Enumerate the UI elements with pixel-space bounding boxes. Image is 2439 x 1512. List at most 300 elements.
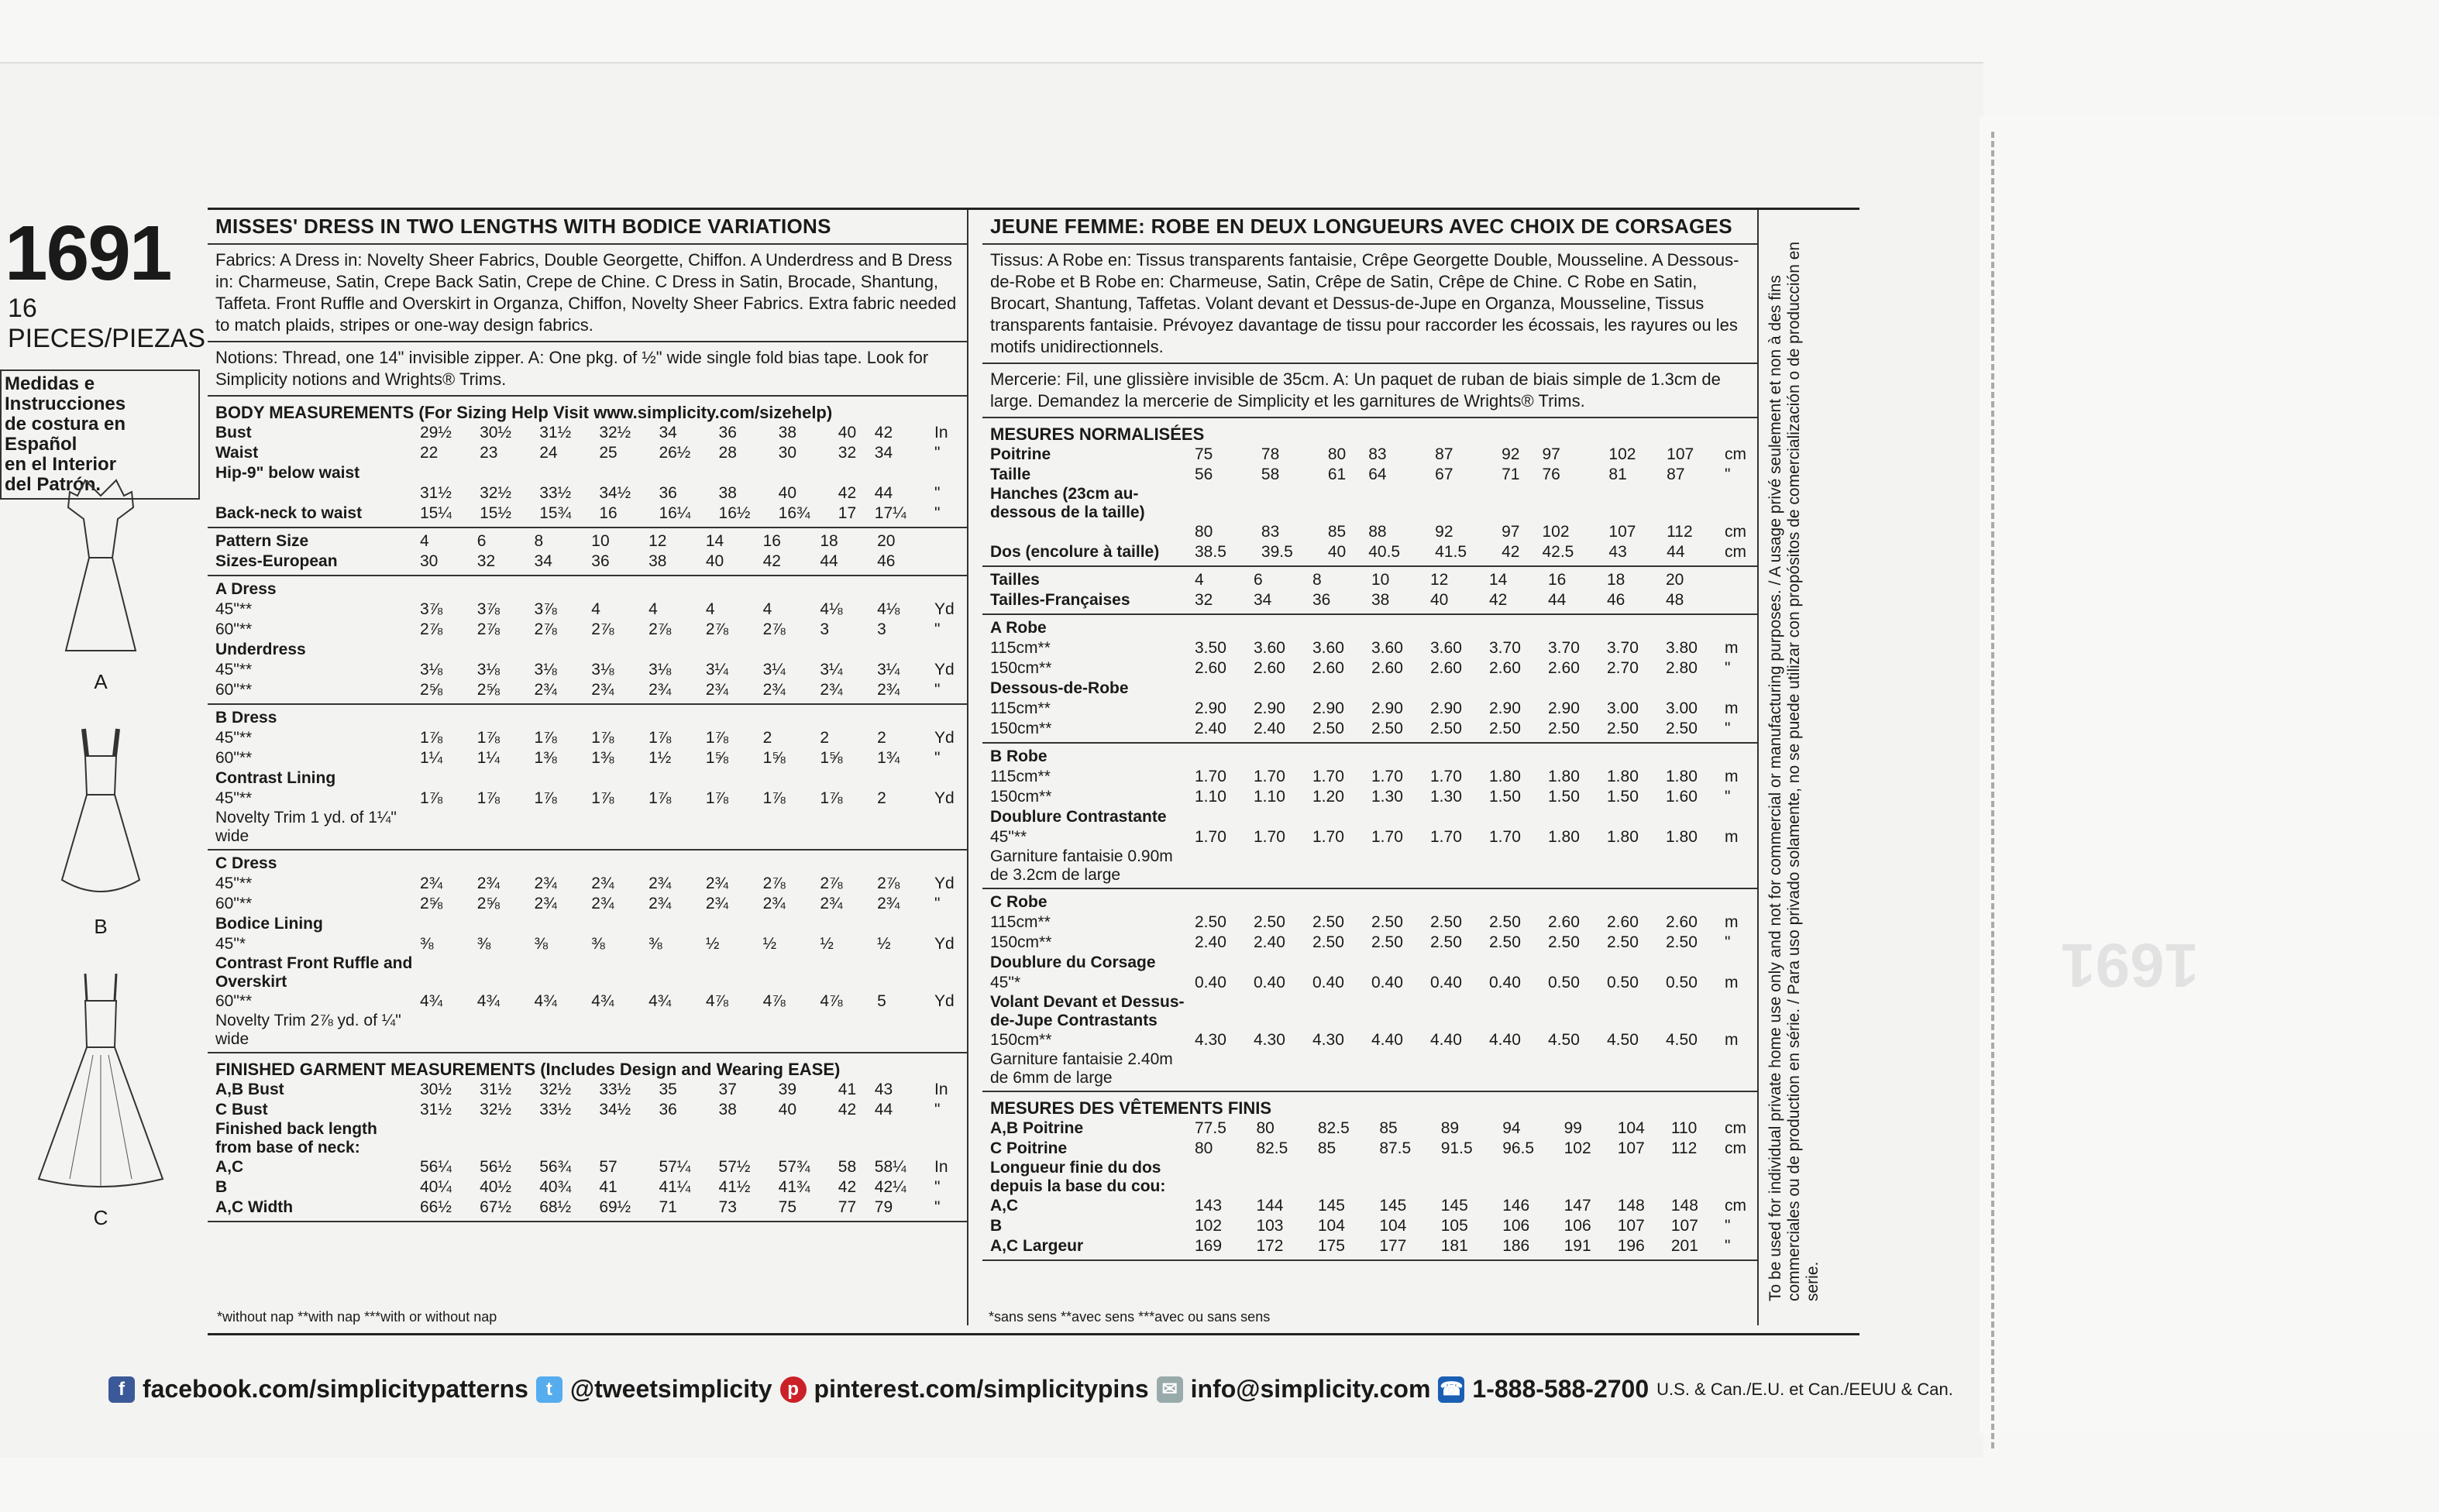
unit-cell: "	[934, 749, 941, 767]
table-cell: 2¾	[591, 895, 614, 912]
row-label: A Robe	[990, 619, 1047, 637]
table-cell	[1429, 847, 1488, 885]
unit-cell: m	[1725, 699, 1739, 717]
table-cell: 2.50	[1430, 913, 1462, 931]
table-cell	[478, 1120, 538, 1157]
table-cell: 2⅞	[705, 620, 729, 638]
view-label-c: C	[93, 1206, 108, 1229]
unit-cell	[933, 708, 967, 728]
row-label: Tailles	[990, 571, 1040, 589]
table-cell: 8	[1312, 571, 1322, 589]
table-cell: 41¾	[778, 1178, 810, 1196]
table-cell	[533, 854, 590, 874]
unit-cell: cm	[1725, 445, 1746, 463]
table-cell	[647, 954, 704, 991]
unit-cell	[933, 914, 967, 934]
table-cell	[1433, 485, 1500, 522]
table-cell: 2.90	[1254, 699, 1285, 717]
table-cell: 1.70	[1371, 828, 1403, 846]
table-cell: 79	[874, 1198, 893, 1216]
table-row	[982, 973, 1757, 993]
table-cell: 2.50	[1666, 933, 1698, 951]
table-cell	[590, 954, 647, 991]
table-cell: 1⅞	[705, 789, 729, 807]
table-cell: 0.50	[1666, 974, 1698, 991]
table-cell: 71	[1502, 466, 1520, 483]
table-cell: 40	[1327, 543, 1347, 561]
table-cell: 1.30	[1371, 788, 1403, 806]
table-cell	[476, 708, 533, 728]
table-cell	[818, 708, 875, 728]
table-cell: 87.5	[1379, 1139, 1412, 1157]
table-row	[208, 991, 967, 1012]
table-cell: 2.60	[1666, 913, 1698, 931]
table-cell: 42	[1502, 543, 1520, 561]
table-cell: 1.70	[1489, 828, 1521, 846]
unit-cell: Yd	[934, 661, 955, 679]
table-cell: 31½	[480, 1081, 511, 1098]
dress-a-sketch	[23, 472, 178, 658]
table-cell	[1488, 892, 1546, 912]
english-body-title: BODY MEASUREMENTS (For Sizing Help Visit www.simplicity.com/sizehelp)	[215, 403, 833, 422]
table-cell: 34½	[599, 484, 631, 502]
facebook-link[interactable]: facebook.com/simplicitypatterns	[143, 1375, 528, 1403]
table-cell: 2.60	[1254, 659, 1285, 677]
table-cell	[1664, 953, 1723, 973]
table-cell	[1664, 807, 1723, 827]
unit-cell	[1723, 1159, 1757, 1196]
table-cell: 2.50	[1607, 933, 1639, 951]
table-cell: 2.50	[1666, 720, 1698, 737]
table-cell	[1311, 618, 1370, 638]
view-label-a: A	[94, 670, 108, 693]
unit-cell: "	[1725, 933, 1731, 951]
table-cell: 2.50	[1371, 913, 1403, 931]
yardage-table	[208, 854, 967, 1049]
table-cell: 102	[1608, 445, 1636, 463]
table-cell: 1.70	[1254, 828, 1285, 846]
table-row	[208, 708, 967, 728]
french-column	[982, 210, 1759, 1325]
table-cell	[1546, 679, 1605, 699]
table-cell: 89	[1440, 1119, 1460, 1137]
unit-cell	[933, 463, 967, 483]
table-cell: 104	[1379, 1217, 1407, 1235]
table-cell	[1546, 618, 1605, 638]
table-row	[208, 1080, 967, 1100]
table-cell	[590, 914, 647, 934]
left-sidebar	[0, 209, 206, 500]
table-cell: ⅜	[420, 935, 434, 953]
table-cell	[1605, 618, 1664, 638]
table-cell	[1193, 485, 1260, 522]
table-cell: 1¼	[476, 749, 500, 767]
table-cell: 38	[1371, 591, 1390, 609]
table-cell: 1.80	[1607, 768, 1639, 785]
english-yardage	[208, 576, 967, 1053]
table-cell: 15½	[480, 504, 511, 522]
table-cell	[1311, 993, 1370, 1030]
row-label: 115cm**	[990, 913, 1051, 931]
table-cell: 56½	[480, 1158, 511, 1176]
table-cell: 3.70	[1548, 639, 1580, 657]
table-cell: 40½	[480, 1178, 511, 1196]
table-row	[208, 620, 967, 640]
table-cell: 36	[591, 552, 610, 570]
table-cell: 2¾	[762, 681, 786, 699]
table-cell: 57¼	[659, 1158, 691, 1176]
table-cell: 4	[705, 600, 715, 618]
table-cell	[590, 768, 647, 789]
table-cell: 2¾	[534, 875, 557, 892]
table-cell: 191	[1564, 1237, 1591, 1255]
table-cell: 2⅞	[762, 875, 786, 892]
pinterest-link[interactable]: pinterest.com/simplicitypins	[814, 1375, 1149, 1403]
table-cell: 102	[1542, 523, 1570, 541]
table-cell	[418, 768, 476, 789]
table-cell: 4⅛	[820, 600, 843, 618]
table-cell	[1605, 993, 1664, 1030]
table-row	[982, 807, 1757, 827]
row-label: 150cm**	[990, 720, 1052, 737]
email-link[interactable]: info@simplicity.com	[1190, 1375, 1431, 1403]
unit-cell: In	[934, 1158, 948, 1176]
table-cell	[704, 708, 762, 728]
table-row	[208, 914, 967, 934]
row-label: Longueur finie du dos depuis la base du cou:	[990, 1159, 1166, 1195]
table-cell	[1670, 1159, 1723, 1196]
table-cell: 44	[874, 484, 893, 502]
unit-cell	[1723, 892, 1757, 912]
row-label: 60"**	[215, 681, 253, 699]
table-cell: 18	[820, 532, 838, 550]
row-label: A Dress	[215, 580, 277, 598]
table-row	[982, 522, 1757, 542]
table-cell	[1488, 993, 1546, 1030]
table-cell: 2.40	[1195, 720, 1226, 737]
unit-cell	[933, 552, 967, 572]
table-cell: 1.70	[1312, 828, 1344, 846]
unit-cell: Yd	[934, 729, 955, 747]
table-cell	[1252, 618, 1311, 638]
table-cell: 2.90	[1548, 699, 1580, 717]
table-cell: 1⅞	[648, 789, 672, 807]
table-cell: 58	[838, 1158, 857, 1176]
table-cell: 42¼	[874, 1178, 906, 1196]
french-body-measurements	[982, 418, 1757, 567]
row-label: Bust	[215, 424, 252, 442]
table-cell: 38	[648, 552, 667, 570]
row-label: Tailles-Françaises	[990, 591, 1130, 609]
table-row	[208, 1198, 967, 1218]
table-cell: 181	[1440, 1237, 1468, 1255]
table-cell: 1⅞	[705, 729, 729, 747]
table-cell: 38	[718, 484, 737, 502]
unit-cell	[933, 768, 967, 789]
table-cell	[538, 463, 597, 483]
table-cell: 4⅞	[762, 992, 786, 1010]
table-cell: 2.50	[1548, 720, 1580, 737]
unit-cell: m	[1725, 974, 1739, 991]
unit-cell: Yd	[934, 992, 955, 1010]
unit-cell: cm	[1725, 1119, 1746, 1137]
table-cell: 76	[1542, 466, 1560, 483]
table-cell: 40¾	[539, 1178, 572, 1196]
row-label: B Dress	[215, 709, 277, 727]
table-cell: 147	[1564, 1197, 1591, 1215]
row-label: Dos (encolure à taille)	[990, 543, 1160, 561]
unit-cell	[933, 579, 967, 600]
unit-cell	[933, 809, 967, 846]
table-cell	[1664, 892, 1723, 912]
table-cell: 41	[599, 1178, 617, 1196]
table-cell: 10	[1371, 571, 1390, 589]
table-cell	[762, 1012, 819, 1049]
table-row	[982, 542, 1757, 562]
table-cell: 82.5	[1256, 1139, 1288, 1157]
table-cell: 102	[1195, 1217, 1223, 1235]
table-cell	[704, 768, 762, 789]
pattern-number: 1691	[5, 210, 171, 297]
table-cell: 4.30	[1195, 1031, 1226, 1049]
french-size-table	[982, 570, 1757, 610]
table-cell: 1⅞	[534, 789, 557, 807]
table-cell	[1664, 993, 1723, 1030]
table-cell	[1605, 953, 1664, 973]
spanish-note-line: del Patrón.	[5, 474, 101, 495]
unit-cell: cm	[1725, 1139, 1746, 1157]
phone-number[interactable]: 1-888-588-2700	[1472, 1375, 1650, 1403]
table-cell	[647, 640, 704, 660]
table-cell: 1.80	[1489, 768, 1521, 785]
table-cell	[1252, 1050, 1311, 1088]
table-cell: 30½	[420, 1081, 452, 1098]
table-cell: 87	[1435, 445, 1453, 463]
table-row	[208, 531, 967, 552]
table-cell: 42	[838, 1178, 857, 1196]
table-cell: 2⅝	[420, 681, 443, 699]
table-cell: 2.50	[1371, 720, 1403, 737]
table-cell: ⅜	[476, 935, 491, 953]
unit-cell: "	[934, 484, 941, 502]
unit-cell	[933, 640, 967, 660]
table-cell: 4¾	[648, 992, 672, 1010]
row-label: 45"**	[215, 729, 253, 747]
table-cell: 1⅞	[591, 729, 614, 747]
table-cell	[418, 914, 476, 934]
table-cell: 0.40	[1254, 974, 1285, 991]
table-cell: 20	[1666, 571, 1684, 589]
table-cell	[533, 809, 590, 846]
table-cell: 2.50	[1548, 933, 1580, 951]
english-size-table	[208, 531, 967, 572]
table-cell: 1.50	[1607, 788, 1639, 806]
french-tissus: Tissus: A Robe en: Tissus transparents fantaisie, Crêpe Georgette Double, Mousseline. A Dessous-de-Robe et B Robe en: Charmeuse, Satin, Crêpe de Satin, Crêpe de Chine. C Robe en Satin, Brocart, Shantung, Taffetas. Volant devant et Dessus-de-Jupe en Organza, Mousseline, Tissus transparents fantaisie. Prévoyez davantage de tissu pour raccorder les écossais, les rayures ou les motifs unidirectionnels.	[982, 245, 1757, 364]
table-cell: 44	[820, 552, 838, 570]
row-label: A,B Poitrine	[990, 1119, 1084, 1137]
table-cell: 80	[1327, 445, 1347, 463]
table-cell: 41	[838, 1081, 857, 1098]
unit-cell: "	[934, 1101, 941, 1119]
table-cell	[590, 854, 647, 874]
row-label: 115cm**	[990, 639, 1051, 657]
row-label: Garniture fantaisie 2.40m de 6mm de large	[990, 1050, 1173, 1087]
table-cell	[597, 1120, 657, 1157]
row-label: Dessous-de-Robe	[990, 679, 1129, 697]
twitter-link[interactable]: @tweetsimplicity	[569, 1375, 772, 1403]
table-cell: 1⅞	[476, 789, 500, 807]
phone-icon: ☎	[1438, 1376, 1464, 1403]
table-cell: 105	[1440, 1217, 1468, 1235]
table-cell: 38.5	[1195, 543, 1226, 561]
table-cell	[873, 1120, 933, 1157]
row-label: B	[215, 1178, 228, 1196]
table-cell	[762, 954, 819, 991]
table-cell: 87	[1667, 466, 1685, 483]
table-cell: 2¾	[762, 895, 786, 912]
table-cell	[704, 954, 762, 991]
table-cell	[1252, 993, 1311, 1030]
table-cell: 0.50	[1548, 974, 1580, 991]
table-cell: 67½	[480, 1198, 511, 1216]
table-cell: 104	[1317, 1217, 1345, 1235]
table-cell: ⅜	[534, 935, 549, 953]
table-cell	[1370, 618, 1429, 638]
table-cell	[597, 463, 657, 483]
row-label: A,B Bust	[215, 1081, 284, 1098]
table-cell	[1311, 847, 1370, 885]
table-cell	[1193, 1050, 1252, 1088]
table-cell: 2¾	[648, 875, 672, 892]
table-cell: 26½	[659, 444, 691, 462]
row-label: Bodice Lining	[215, 915, 323, 933]
table-cell: 73	[718, 1198, 737, 1216]
table-cell	[533, 1012, 590, 1049]
table-cell	[875, 640, 933, 660]
legal-text: To be used for individual private home use only and not for commercial or manufacturing purposes. / A usage privé seulement et non à des fins commerciales ou de production en série. / Para uso privado solamente, no se puede utilizar con propósitos de comercialización o de producción en serie.	[1766, 241, 1822, 1301]
table-cell: 2.60	[1548, 659, 1580, 677]
table-cell: 56¼	[420, 1158, 452, 1176]
table-cell: 1⅞	[591, 789, 614, 807]
table-cell: 16¾	[778, 504, 810, 522]
table-cell	[704, 1012, 762, 1049]
row-label: A,C	[990, 1197, 1019, 1215]
table-row	[208, 1100, 967, 1120]
table-cell: 12	[1430, 571, 1449, 589]
table-cell: 1.10	[1195, 788, 1226, 806]
table-cell	[1370, 807, 1429, 827]
table-cell: 4.50	[1666, 1031, 1698, 1049]
table-cell	[818, 768, 875, 789]
table-cell: 2¾	[591, 681, 614, 699]
table-cell	[418, 1012, 476, 1049]
table-row	[208, 443, 967, 463]
table-cell	[418, 579, 476, 600]
table-cell: 1¾	[877, 749, 900, 767]
table-cell	[1252, 847, 1311, 885]
table-cell: 196	[1617, 1237, 1645, 1255]
table-cell	[1429, 747, 1488, 767]
table-cell: 4¾	[591, 992, 614, 1010]
row-label: Poitrine	[990, 445, 1051, 463]
table-cell: 3	[820, 620, 830, 638]
unit-cell: m	[1725, 828, 1739, 846]
table-cell: 14	[1489, 571, 1508, 589]
unit-cell	[933, 531, 967, 552]
table-cell: 3¼	[762, 661, 786, 679]
table-cell: 2¾	[705, 875, 729, 892]
unit-cell: cm	[1725, 1197, 1746, 1215]
table-cell: 58	[1261, 466, 1280, 483]
table-cell: 1.80	[1607, 828, 1639, 846]
table-row	[208, 728, 967, 748]
table-cell	[590, 640, 647, 660]
table-cell	[1254, 1159, 1316, 1196]
table-cell: 2¾	[476, 875, 500, 892]
table-cell: 2.60	[1548, 913, 1580, 931]
table-cell	[533, 768, 590, 789]
table-cell: 2¾	[420, 875, 443, 892]
unit-cell: "	[934, 620, 941, 638]
unit-cell: Yd	[934, 600, 955, 618]
unit-cell	[1723, 747, 1757, 767]
table-row	[208, 894, 967, 914]
table-cell	[533, 708, 590, 728]
table-cell: 4.50	[1548, 1031, 1580, 1049]
row-label: Novelty Trim 2⅞ yd. of ¼" wide	[215, 1012, 401, 1048]
table-cell	[590, 1012, 647, 1049]
table-cell	[1316, 1159, 1378, 1196]
table-cell: 97	[1502, 523, 1520, 541]
table-cell: 3.60	[1312, 639, 1344, 657]
table-cell: 40	[838, 424, 857, 442]
table-cell: 75	[1195, 445, 1213, 463]
table-cell: 4	[591, 600, 600, 618]
english-fabrics: Fabrics: A Dress in: Novelty Sheer Fabrics, Double Georgette, Chiffon. A Underdress and B Dress in: Charmeuse, Satin, Crepe Back Satin, Crepe de Chine. C Dress in Satin, Brocade, Shantung, Taffeta. Front Ruffle and Overskirt in Organza, Chiffon, Novelty Sheer Fabrics. Extra fabric needed to match plaids, stripes or one-way design fabrics.	[208, 245, 967, 342]
table-cell: 1.10	[1254, 788, 1285, 806]
table-cell: 2⅞	[648, 620, 672, 638]
table-cell: 77	[838, 1198, 857, 1216]
english-notions: Notions: Thread, one 14" invisible zipper. A: One pkg. of ½" wide single fold bias tape. Look for Simplicity notions and Wrights® Trims.	[208, 342, 967, 397]
table-cell: 4	[1195, 571, 1204, 589]
table-cell: 18	[1607, 571, 1625, 589]
table-cell	[1664, 679, 1723, 699]
table-cell: 43	[874, 1081, 893, 1098]
table-cell: 106	[1564, 1217, 1591, 1235]
table-cell: 2	[762, 729, 772, 747]
yardage-group	[982, 889, 1757, 1092]
table-row	[982, 445, 1757, 465]
table-cell: 175	[1317, 1237, 1345, 1255]
unit-cell: m	[1725, 1031, 1739, 1049]
yardage-table	[982, 747, 1757, 885]
table-cell: 83	[1368, 445, 1387, 463]
table-cell	[533, 579, 590, 600]
table-cell: 30½	[480, 424, 511, 442]
table-row	[208, 809, 967, 846]
yardage-table	[982, 618, 1757, 739]
table-cell: 3⅛	[591, 661, 614, 679]
table-cell: 2.90	[1430, 699, 1462, 717]
table-cell	[1193, 807, 1252, 827]
table-cell	[1193, 847, 1252, 885]
table-cell: 1.70	[1195, 828, 1226, 846]
row-label: Sizes-European	[215, 552, 338, 570]
table-cell: 2.50	[1254, 913, 1285, 931]
table-cell: 80	[1195, 1139, 1213, 1157]
unit-cell: cm	[1725, 523, 1746, 541]
table-cell: 46	[1607, 591, 1625, 609]
